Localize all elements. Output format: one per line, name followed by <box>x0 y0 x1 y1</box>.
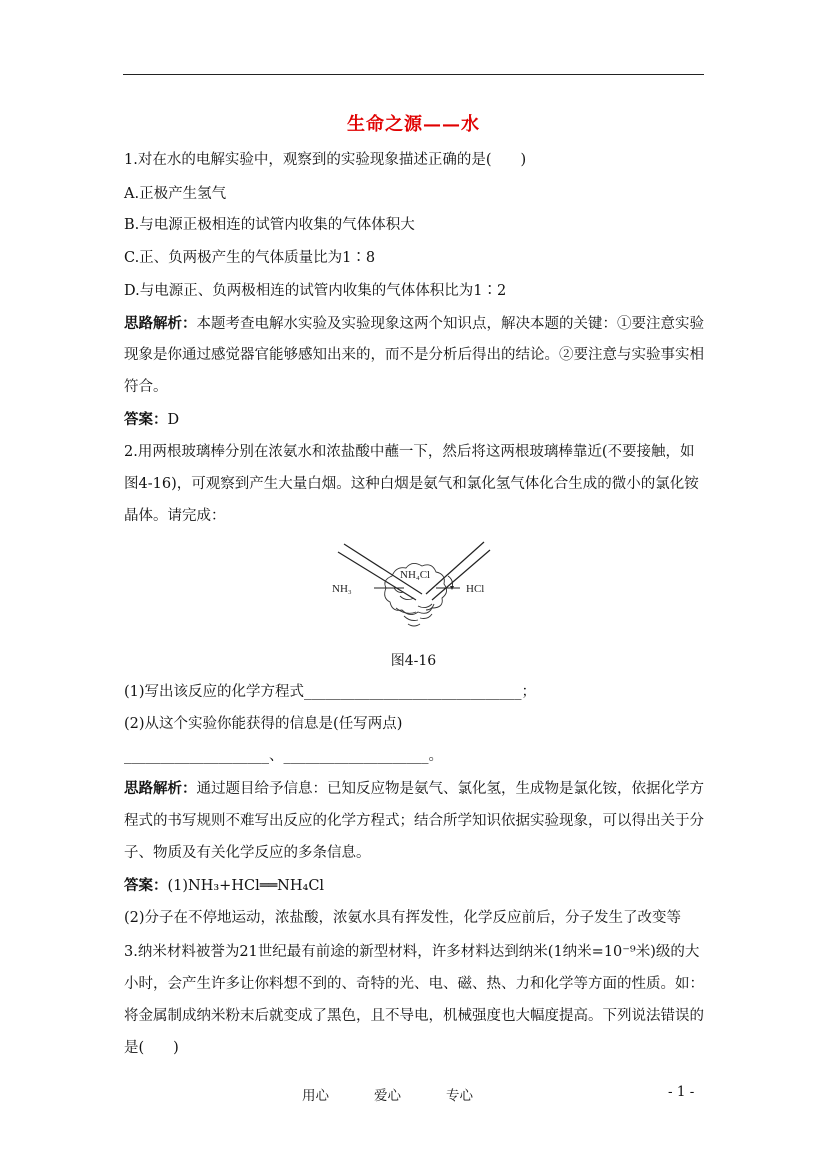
q2-sub2: (2)从这个实验你能获得的信息是(任写两点) <box>124 716 403 732</box>
q1-option-b: B.与电源正极相连的试管内收集的气体体积大 <box>124 217 415 233</box>
page-title: 生命之源——水 <box>347 114 480 135</box>
figure-caption: 图4-16 <box>390 653 437 669</box>
q2-analysis-label: 思路解析： <box>124 780 197 797</box>
label-nh3: NH₃ <box>332 583 352 595</box>
figure-4-16 <box>330 536 510 640</box>
q1-answer-label: 答案： <box>124 411 168 428</box>
q2-stem-line-2: 图4-16)，可观察到产生大量白烟。这种白烟是氨气和氯化氢气体化合生成的微小的氯化铵 <box>124 476 699 492</box>
figure-smoke-diagram <box>330 536 510 636</box>
q1-option-a: A.正极产生氢气 <box>124 186 227 202</box>
q2-blanks: ____________________、____________________。 <box>124 748 443 764</box>
page-number: - 1 - <box>668 1084 695 1100</box>
q3-stem-line-4: 是( ) <box>124 1040 179 1056</box>
q3-stem-line-1: 3.纳米材料被誉为21世纪最有前途的新型材料，许多材料达到纳米(1纳米=10⁻⁹米)级的大 <box>124 944 700 960</box>
label-hcl: HCl <box>466 583 485 595</box>
q1-answer <box>124 410 179 430</box>
q2-answer-2: (2)分子在不停地运动，浓盐酸，浓氨水具有挥发性，化学反应前后，分子发生了改变等 <box>124 910 682 926</box>
q2-sub1: (1)写出该反应的化学方程式______________________________； <box>124 684 537 700</box>
q2-analysis-text-1: 通过题目给予信息：已知反应物是氨气、氯化氢，生成物是氯化铵，依据化学方 <box>196 781 704 797</box>
q1-option-c: C.正、负两极产生的气体质量比为1∶8 <box>124 250 376 266</box>
q2-answer-1 <box>124 876 324 896</box>
footer-item-2: 爱心 <box>374 1088 401 1104</box>
q1-stem: 1.对在水的电解实验中，观察到的实验现象描述正确的是( ) <box>124 152 527 168</box>
q2-stem-line-3: 晶体。请完成： <box>124 508 226 524</box>
q1-answer-value: D <box>167 412 180 428</box>
q2-analysis-line-1 <box>124 779 704 799</box>
label-nh4cl: NH₄Cl <box>400 569 431 581</box>
q2-answer-label: 答案： <box>124 877 168 894</box>
footer-item-3: 专心 <box>446 1088 473 1104</box>
q1-option-d: D.与电源正、负两极相连的试管内收集的气体体积比为1∶2 <box>124 283 507 299</box>
q2-answer-1-value: (1)NH₃+HCl══NH₄Cl <box>167 878 325 894</box>
footer-item-1: 用心 <box>302 1088 329 1104</box>
q1-analysis-line-1 <box>124 314 704 334</box>
q3-stem-line-3: 将金属制成纳米粉末后就变成了黑色，且不导电，机械强度也大幅度提高。下列说法错误的 <box>124 1008 704 1024</box>
header-rule <box>123 74 704 75</box>
q1-analysis-text-1: 本题考查电解水实验及实验现象这两个知识点，解决本题的关键：①要注意实验 <box>196 316 704 332</box>
q1-analysis-label: 思路解析： <box>124 315 197 332</box>
q1-analysis-line-3: 符合。 <box>124 379 168 395</box>
q3-stem-line-2: 小时，会产生许多让你料想不到的、奇特的光、电、磁、热、力和化学等方面的性质。如： <box>124 976 704 992</box>
q2-analysis-line-3: 子、物质及有关化学反应的多条信息。 <box>124 845 371 861</box>
q1-analysis-line-2: 现象是你通过感觉器官能够感知出来的，而不是分析后得出的结论。②要注意与实验事实相 <box>124 347 704 363</box>
q2-analysis-line-2: 程式的书写规则不难写出反应的化学方程式；结合所学知识依据实验现象，可以得出关于分 <box>124 813 704 829</box>
q2-stem-line-1: 2.用两根玻璃棒分别在浓氨水和浓盐酸中蘸一下，然后将这两根玻璃棒靠近(不要接触，如 <box>124 444 695 460</box>
